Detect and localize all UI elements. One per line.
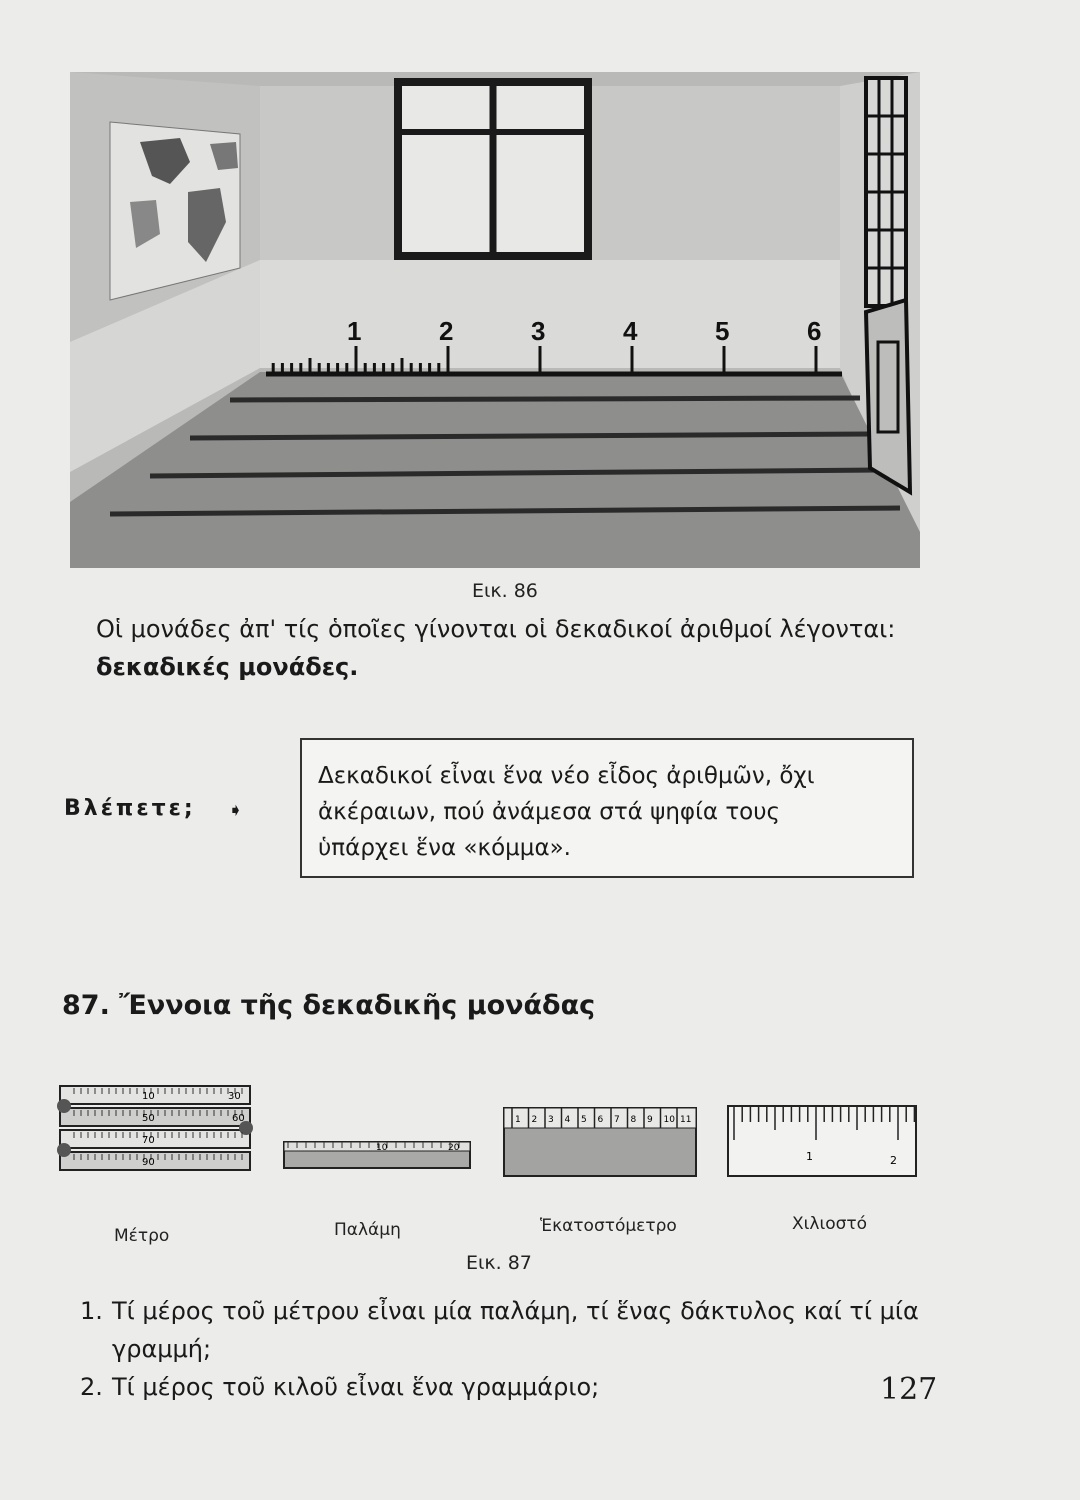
definition-box — [300, 738, 914, 878]
figure-86-caption: Εικ. 86 — [472, 580, 538, 602]
see-label: Βλέπετε; — [64, 796, 196, 821]
question-item — [80, 1292, 932, 1368]
cm-mark: 3 — [548, 1115, 554, 1125]
hinge-icon — [57, 1099, 71, 1113]
metre-mark: 50 — [142, 1113, 155, 1124]
definition-line: ὑπάρχει ἕνα «κόμμα». — [318, 835, 571, 861]
cm-mark: 6 — [597, 1115, 604, 1125]
millimetre-label: Χιλιοστό — [792, 1214, 868, 1234]
classroom-illustration — [70, 72, 920, 568]
paragraph-bold-term: δεκαδικές μονάδες. — [96, 653, 359, 681]
door — [866, 300, 910, 492]
palm-mark: 20 — [448, 1143, 460, 1153]
metre-mark: 30 — [228, 1091, 241, 1102]
question-number: 2. — [80, 1373, 103, 1401]
question-list — [80, 1292, 932, 1406]
pointer-arrow-icon: ➧ — [228, 800, 244, 821]
ruler-number: 4 — [623, 316, 638, 346]
figure-87-caption: Εικ. 87 — [466, 1252, 532, 1274]
metre-mark: 60 — [232, 1113, 245, 1124]
question-text: Τί μέρος τοῦ κιλοῦ εἶναι ἕνα γραμμάριο; — [112, 1373, 600, 1401]
ruler-number: 1 — [347, 316, 362, 346]
question-number: 1. — [80, 1297, 103, 1325]
cm-mark: 2 — [531, 1115, 538, 1125]
paragraph-text: Οἱ μονάδες ἀπ' τίς ὁποῖες γίνονται οἱ δεκαδικοί ἀριθμοί λέγονται: — [96, 615, 896, 643]
section-title: 87. Ἔννοια τῆς δεκαδικῆς μονάδας — [62, 990, 596, 1021]
centimetre-ruler — [504, 1108, 696, 1176]
rulers-illustration — [50, 1078, 930, 1198]
cm-mark: 5 — [581, 1115, 587, 1125]
mm-mark: 2 — [890, 1154, 897, 1167]
hinge-icon — [57, 1143, 71, 1157]
palm-label: Παλάμη — [334, 1220, 401, 1240]
question-text: Τί μέρος τοῦ μέτρου εἶναι μία παλάμη, τί ἕνας δάκτυλος καί τί μία γραμμή; — [112, 1297, 919, 1363]
palm-ruler — [284, 1142, 470, 1168]
page-number: 127 — [880, 1372, 938, 1407]
cm-mark: 10 — [663, 1115, 675, 1125]
cm-mark: 1 — [515, 1115, 521, 1125]
cm-mark: 7 — [614, 1115, 620, 1125]
cm-mark: 11 — [680, 1115, 692, 1125]
ruler-number: 2 — [439, 316, 454, 346]
folding-metre — [57, 1086, 253, 1170]
metre-mark: 90 — [142, 1157, 155, 1168]
cm-mark: 9 — [647, 1115, 653, 1125]
floor-board-line — [230, 398, 860, 400]
metre-mark: 70 — [142, 1135, 155, 1146]
question-item — [80, 1368, 932, 1406]
cm-mark: 4 — [564, 1115, 571, 1125]
mm-mark: 1 — [806, 1150, 813, 1163]
centimetre-label: Ἑκατοστόμετρο — [540, 1216, 677, 1236]
ruler-number: 3 — [531, 316, 546, 346]
back-wall-band — [260, 260, 840, 368]
definition-line: Δεκαδικοί εἶναι ἕνα νέο εἶδος ἀριθμῶν, ὄχι — [318, 763, 815, 789]
metre-mark: 10 — [142, 1091, 155, 1102]
ruler-number: 5 — [715, 316, 730, 346]
metre-label: Μέτρο — [114, 1226, 170, 1246]
ruler-number: 6 — [807, 316, 822, 346]
decimal-units-paragraph — [96, 610, 926, 686]
palm-mark: 10 — [376, 1143, 388, 1153]
definition-line: ἀκέραιων, πού ἀνάμεσα στά ψηφία τους — [318, 799, 781, 825]
cm-mark: 8 — [630, 1115, 637, 1125]
millimetre-ruler — [728, 1106, 916, 1176]
